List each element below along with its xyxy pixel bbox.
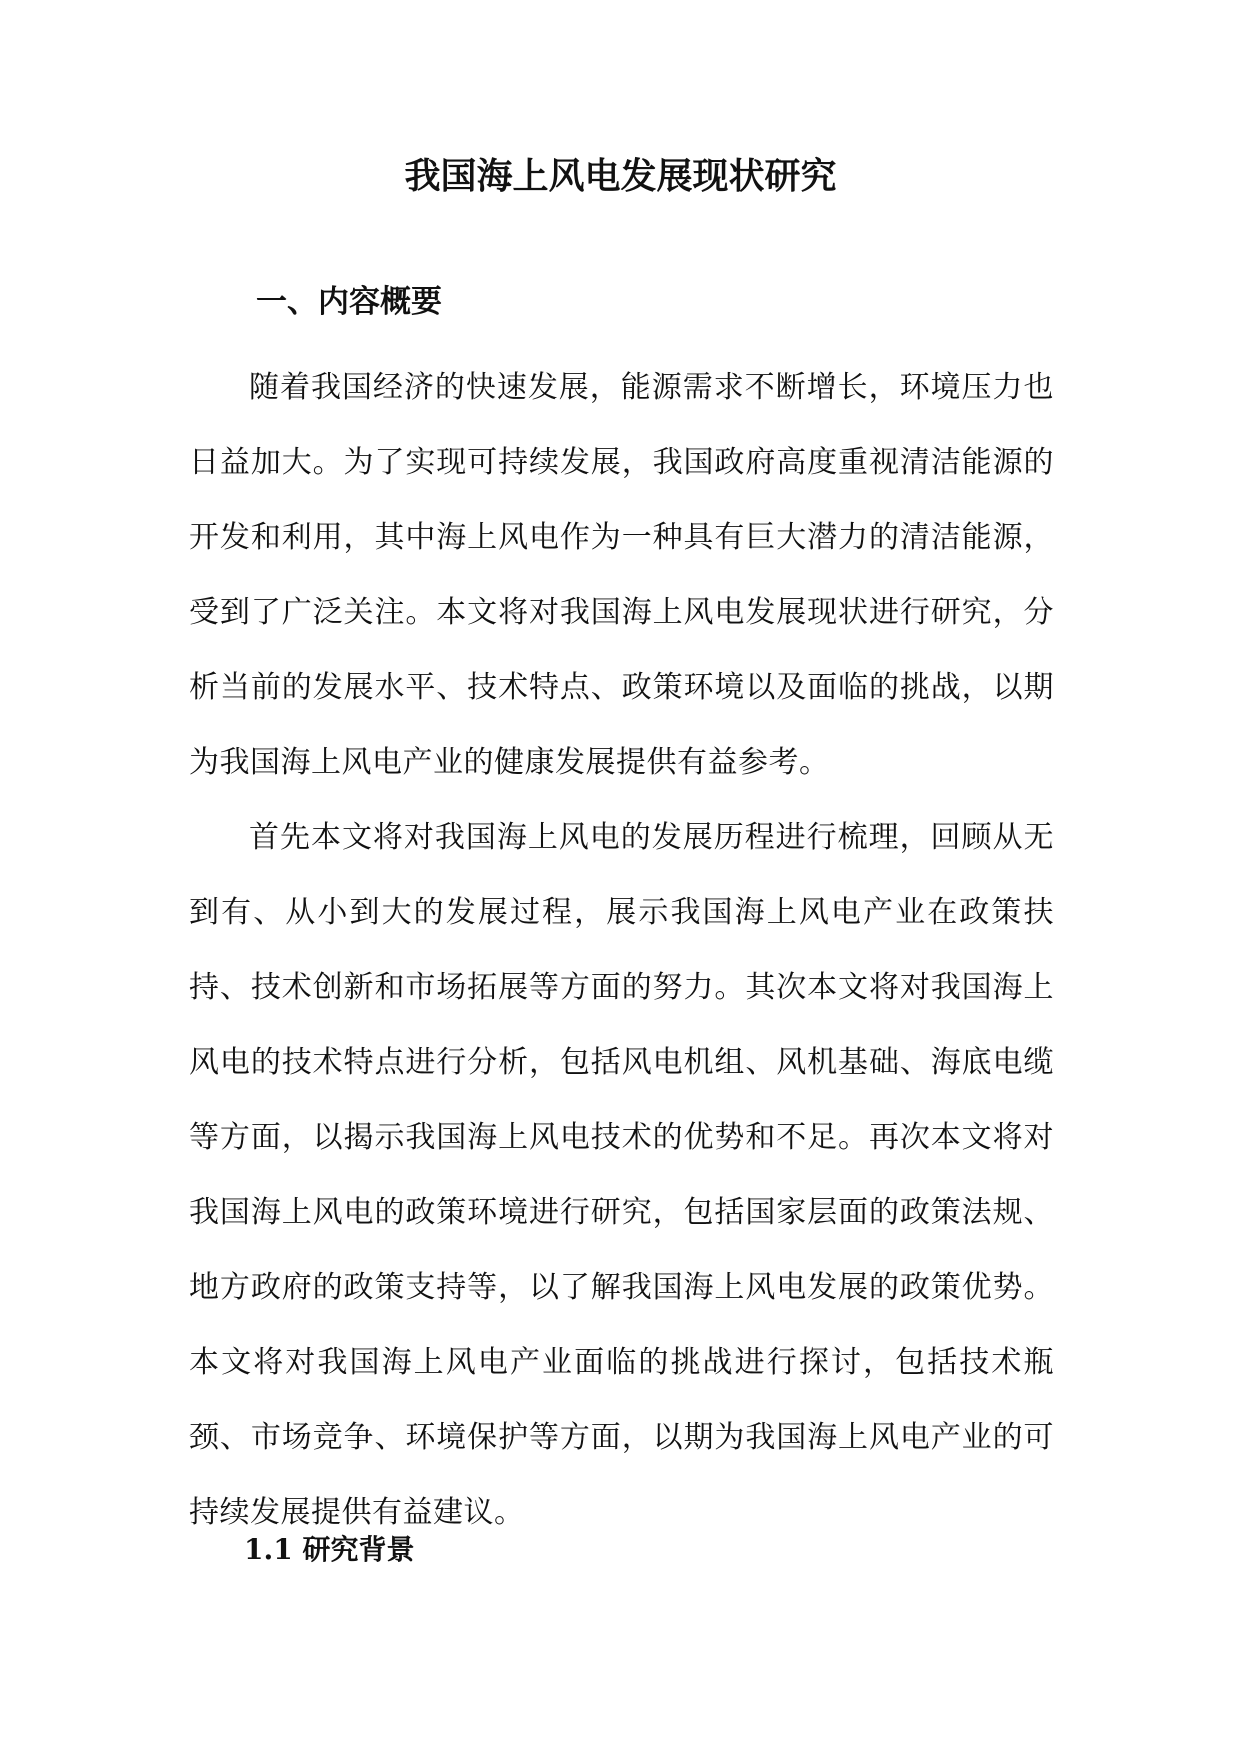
paragraph-intro: 随着我国经济的快速发展，能源需求不断增长，环境压力也日益加大。为了实现可持续发展，我国政府高度重视清洁能源的开发和利用，其中海上风电作为一种具有巨大潜力的清洁能源，受到了广泛关注。本文将对我国海上风电发展现状进行研究，分析当前的发展水平、技术特点、政策环境以及面临的挑战，以期为我国海上风电产业的健康发展提供有益参考。 [189,370,1054,780]
document-title: 我国海上风电发展现状研究 [404,155,837,197]
subsection-heading-background: 1.1 研究背景 [244,1533,415,1566]
paragraph-outline: 首先本文将对我国海上风电的发展历程进行梳理，回顾从无到有、从小到大的发展过程，展示我国海上风电产业在政策扶持、技术创新和市场拓展等方面的努力。其次本文将对我国海上风电的技术特点进行分析，包括风电机组、风机基础、海底电缆等方面，以揭示我国海上风电技术的优势和不足。再次本文将对我国海上风电的政策环境进行研究，包括国家层面的政策法规、地方政府的政策支持等，以了解我国海上风电发展的政策优势。本文将对我国海上风电产业面临的挑战进行探讨，包括技术瓶颈、市场竞争、环境保护等方面，以期为我国海上风电产业的可持续发展提供有益建议。 [189,820,1054,1530]
section-heading-summary: 一、内容概要 [256,284,442,320]
